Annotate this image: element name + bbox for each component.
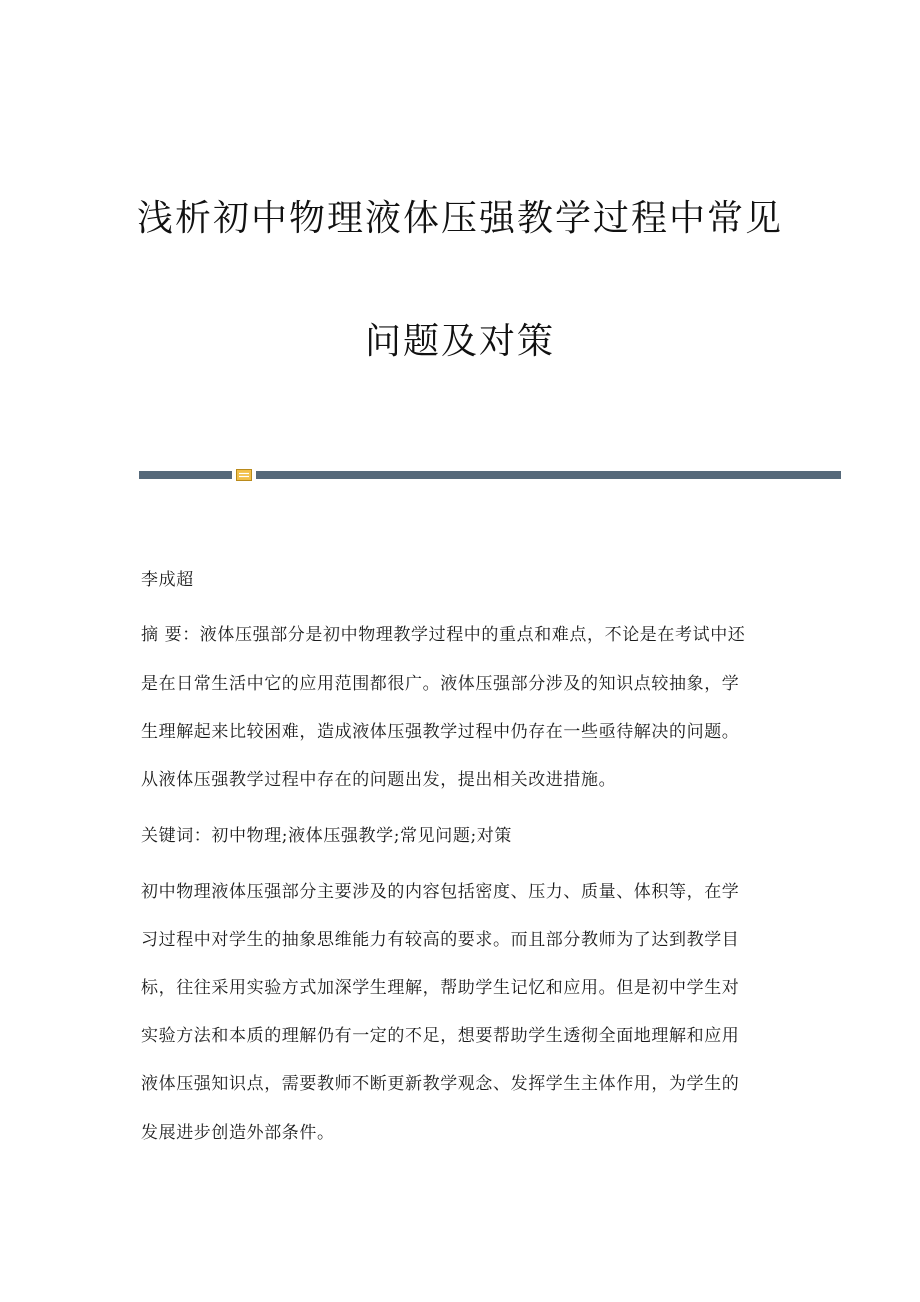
title-divider-left bbox=[139, 471, 232, 479]
document-title-line-2: 问题及对策 bbox=[364, 321, 555, 362]
author-name: 李成超 bbox=[141, 570, 194, 590]
abstract-line: 摘 要：液体压强部分是初中物理教学过程中的重点和难点，不论是在考试中还 bbox=[141, 625, 746, 645]
abstract-line: 是在日常生活中它的应用范围都很广。液体压强部分涉及的知识点较抽象，学 bbox=[141, 674, 740, 694]
divider-emblem-icon bbox=[236, 469, 252, 481]
body-line: 习过程中对学生的抽象思维能力有较高的要求。而且部分教师为了达到教学目 bbox=[141, 930, 740, 950]
document-title-line-1: 浅析初中物理液体压强教学过程中常见 bbox=[136, 198, 783, 239]
abstract-line: 从液体压强教学过程中存在的问题出发，提出相关改进措施。 bbox=[141, 770, 617, 790]
body-line: 标，往往采用实验方式加深学生理解，帮助学生记忆和应用。但是初中学生对 bbox=[141, 978, 740, 998]
body-line: 初中物理液体压强部分主要涉及的内容包括密度、压力、质量、体积等，在学 bbox=[141, 882, 740, 902]
title-divider-right bbox=[256, 471, 841, 479]
keywords-line: 关键词：初中物理;液体压强教学;常见问题;对策 bbox=[141, 826, 512, 846]
body-line: 发展进步创造外部条件。 bbox=[141, 1123, 335, 1143]
body-line: 实验方法和本质的理解仍有一定的不足，想要帮助学生透彻全面地理解和应用 bbox=[141, 1026, 740, 1046]
abstract-line: 生理解起来比较困难，造成液体压强教学过程中仍存在一些亟待解决的问题。 bbox=[141, 722, 740, 742]
body-line: 液体压强知识点，需要教师不断更新教学观念、发挥学生主体作用，为学生的 bbox=[141, 1074, 740, 1094]
